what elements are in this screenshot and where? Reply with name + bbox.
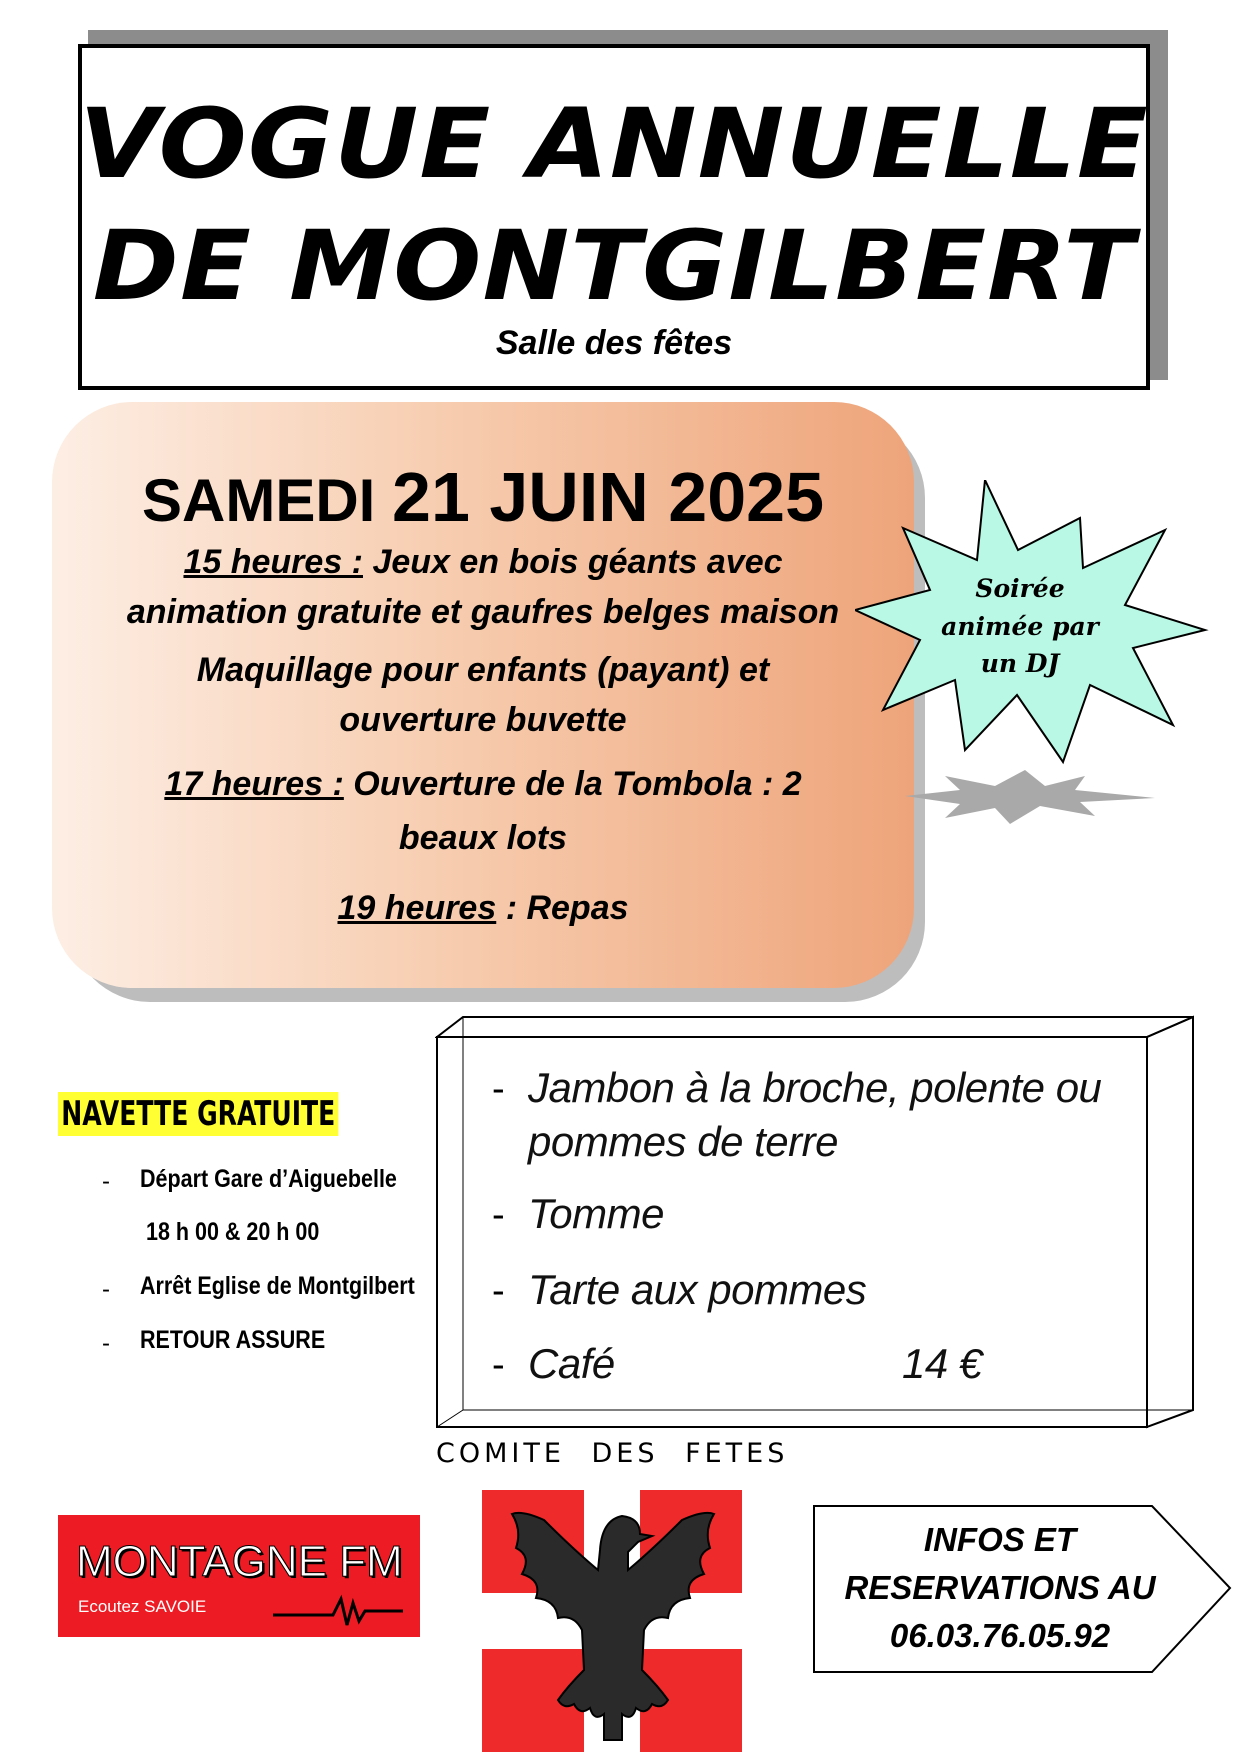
radio-tagline: Ecoutez SAVOIE xyxy=(78,1597,207,1616)
comite-des-fetes: COMITE DES FETES xyxy=(436,1438,789,1469)
heartbeat-icon xyxy=(273,1593,403,1629)
program-line-1-text: Jeux en bois géants avec xyxy=(363,543,783,581)
navette-title: NAVETTE GRATUITE xyxy=(58,1092,339,1136)
menu-price: 14 € xyxy=(902,1340,982,1387)
program-line-1 xyxy=(72,540,894,584)
program-line-7 xyxy=(72,886,894,930)
navette-dash-1: - xyxy=(102,1168,110,1195)
title-line-2: DE MONTGILBERT xyxy=(92,210,1136,322)
infos-phone: 06.03.76.05.92 xyxy=(889,1616,1111,1654)
event-date xyxy=(52,457,914,537)
program-box xyxy=(52,402,914,988)
menu-dash-3: - xyxy=(492,1270,505,1312)
program-line-5-text: Ouverture de la Tombola : 2 xyxy=(343,765,802,803)
navette-dash-3: - xyxy=(102,1330,110,1357)
title-subtitle: Salle des fêtes xyxy=(495,324,733,362)
radio-name: MONTAGNE FM xyxy=(76,1537,403,1586)
menu-item-jambon: Jambon à la broche, polente ou xyxy=(528,1064,1102,1111)
menu-item-cafe: Café xyxy=(528,1340,615,1387)
program-line-5 xyxy=(72,762,894,806)
dj-starburst-text xyxy=(930,570,1110,683)
event-date-day: SAMEDI xyxy=(142,467,393,534)
program-line-2: animation gratuite et gaufres belges maison xyxy=(126,593,840,631)
program-line-4: ouverture buvette xyxy=(339,701,627,739)
menu-item-tarte: Tarte aux pommes xyxy=(528,1266,867,1313)
menu-dash-2: - xyxy=(492,1194,505,1236)
dj-line-1: Soirée xyxy=(975,574,1065,603)
menu-item-tomme: Tomme xyxy=(528,1190,664,1237)
navette-item-retour: RETOUR ASSURE xyxy=(140,1326,326,1354)
menu-item-jambon-cont: pommes de terre xyxy=(528,1118,838,1165)
title-box xyxy=(78,44,1150,390)
navette-item-hours: 18 h 00 & 20 h 00 xyxy=(146,1218,320,1246)
program-line-7-text: : Repas xyxy=(496,889,629,927)
time-19h: 19 heures xyxy=(337,889,497,927)
navette-item-arret: Arrêt Eglise de Montgilbert xyxy=(140,1272,415,1300)
event-date-rest: 21 JUIN 2025 xyxy=(392,458,824,536)
coat-of-arms-icon xyxy=(482,1490,742,1752)
title-line-1: VOGUE ANNUELLE xyxy=(79,88,1149,200)
navette-item-depart: Départ Gare d’Aiguebelle xyxy=(140,1165,397,1193)
montagne-fm-logo xyxy=(58,1515,420,1637)
burst-shadow-shape xyxy=(905,768,1155,828)
infos-text xyxy=(840,1516,1160,1660)
infos-line-2: RESERVATIONS AU xyxy=(844,1568,1156,1606)
time-15h: 15 heures : xyxy=(183,543,363,581)
time-17h: 17 heures : xyxy=(164,765,344,803)
program-line-6: beaux lots xyxy=(398,819,568,857)
menu-dash-1: - xyxy=(492,1068,505,1110)
program-line-3: Maquillage pour enfants (payant) et xyxy=(196,651,770,689)
navette-dash-2: - xyxy=(102,1276,110,1303)
dj-line-3: un DJ xyxy=(980,649,1060,678)
dj-line-2: animée par xyxy=(941,611,1099,641)
menu-dash-4: - xyxy=(492,1344,505,1386)
infos-line-1: INFOS ET xyxy=(923,1521,1077,1558)
